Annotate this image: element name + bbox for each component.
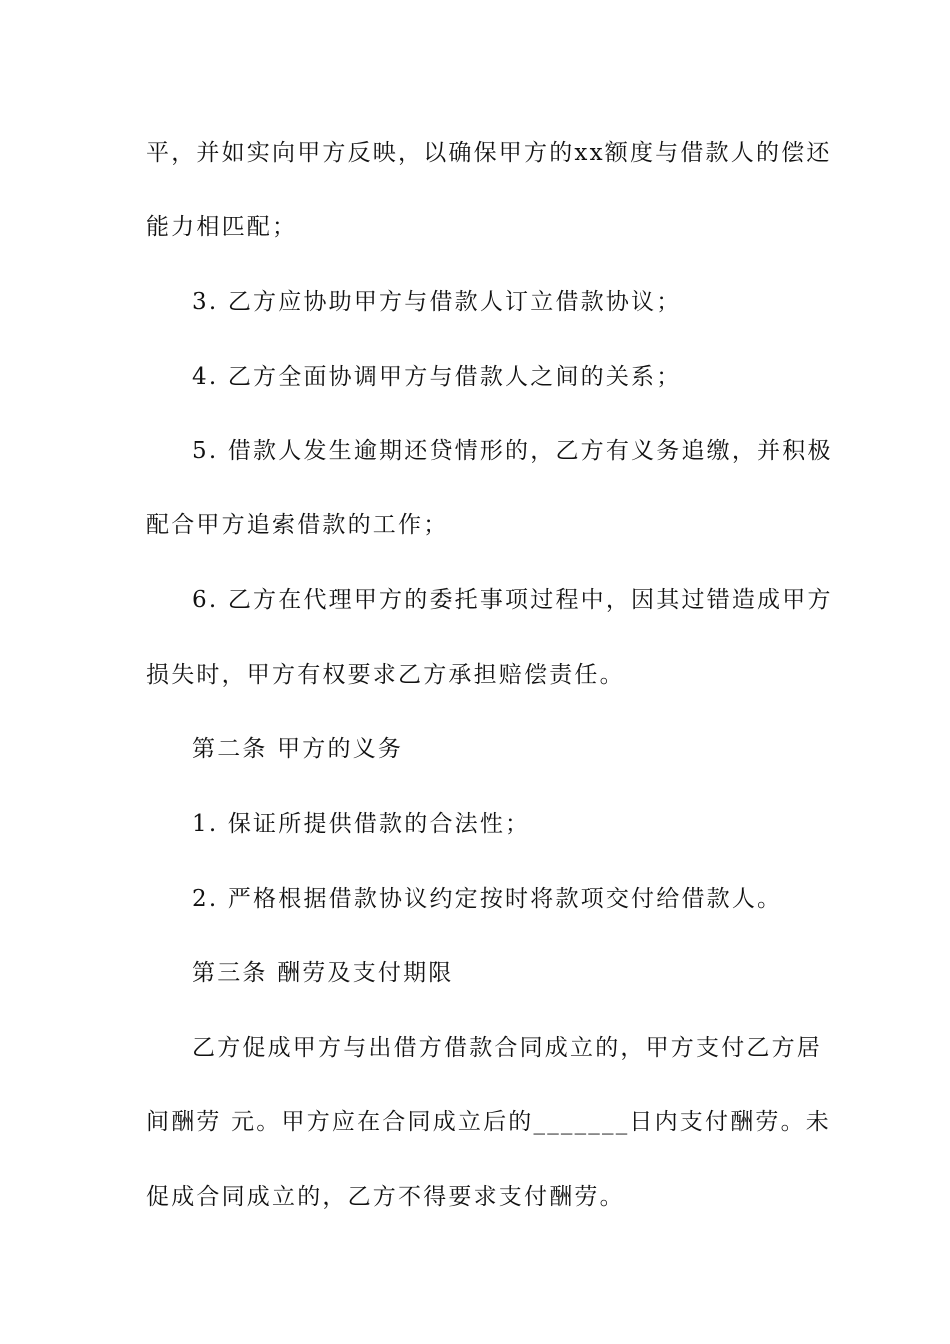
list-item-3: 3. 乙方应协助甲方与借款人订立借款协议； <box>192 289 682 315</box>
list-item-1: 1. 保证所提供借款的合法性； <box>192 811 531 837</box>
text-line-1: 平，并如实向甲方反映，以确保甲方的xx额度与借款人的偿还 <box>146 140 832 166</box>
paragraph-line-2: 间酬劳 元。甲方应在合同成立后的_______日内支付酬劳。未 <box>146 1109 832 1135</box>
section-heading-article-2: 第二条 甲方的义务 <box>192 736 404 762</box>
text-line-8: 损失时，甲方有权要求乙方承担赔偿责任。 <box>146 662 625 688</box>
section-heading-article-3: 第三条 酬劳及支付期限 <box>192 960 454 986</box>
list-item-2: 2. 严格根据借款协议约定按时将款项交付给借款人。 <box>192 886 783 912</box>
paragraph-line-1: 乙方促成甲方与出借方借款合同成立的，甲方支付乙方居 <box>192 1035 822 1061</box>
list-item-4: 4. 乙方全面协调甲方与借款人之间的关系； <box>192 364 682 390</box>
text-line-2: 能力相匹配； <box>146 214 298 240</box>
text-line-6: 配合甲方追索借款的工作； <box>146 512 449 538</box>
paragraph-line-3: 促成合同成立的，乙方不得要求支付酬劳。 <box>146 1184 625 1210</box>
list-item-6: 6. 乙方在代理甲方的委托事项过程中，因其过错造成甲方 <box>192 587 833 613</box>
list-item-5: 5. 借款人发生逾期还贷情形的，乙方有义务追缴，并积极 <box>192 438 833 464</box>
